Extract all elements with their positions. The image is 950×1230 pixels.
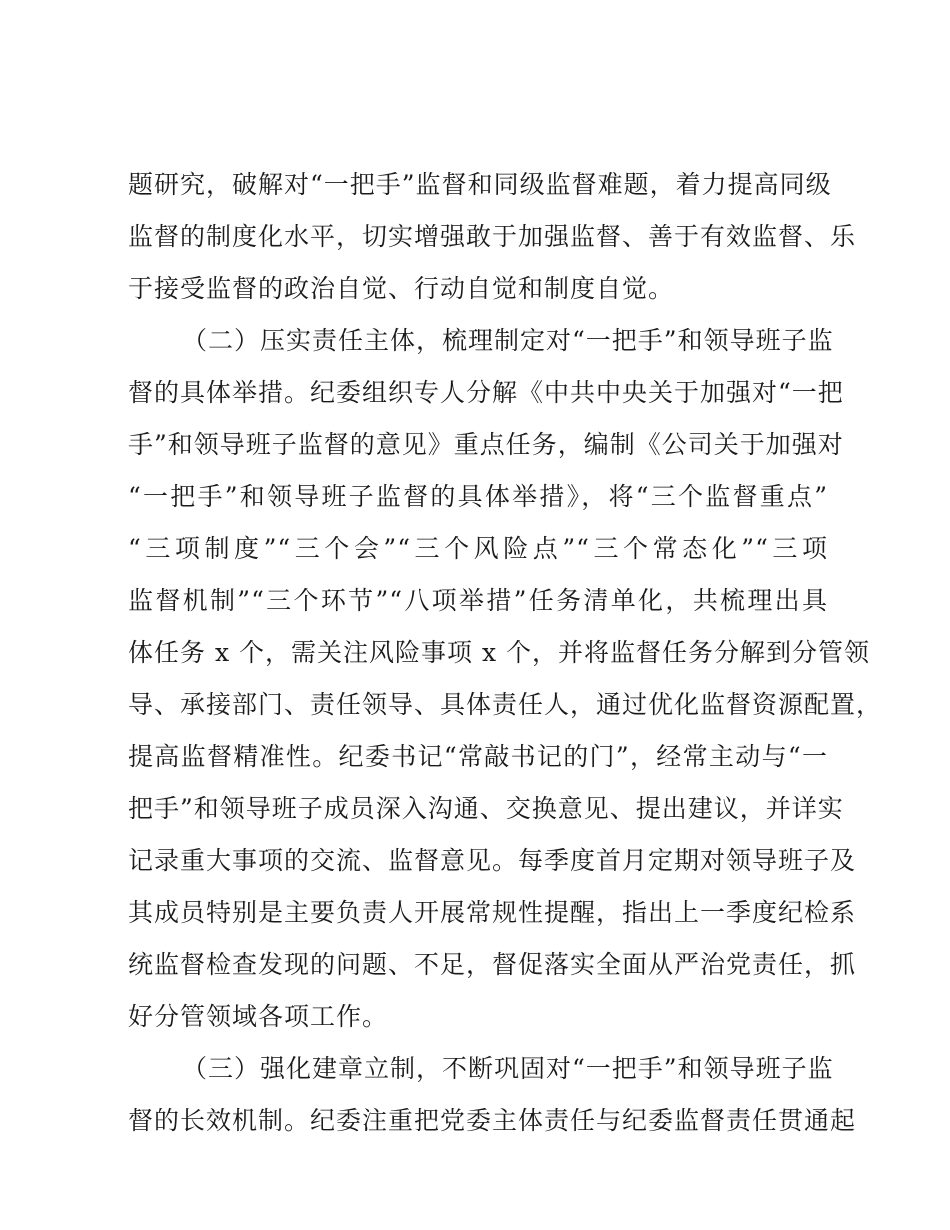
text-line: “三项制度”“三个会”“三个风险点”“三个常态化”“三项 (128, 534, 828, 563)
text-line: 导、承接部门、责任领导、具体责任人，通过优化监督资源配置， (128, 690, 883, 719)
text-line: 提高监督精准性。纪委书记“常敲书记的门”，经常主动与“一 (128, 742, 828, 771)
text-line: 题研究，破解对“一把手”监督和同级监督难题，着力提高同级 (128, 170, 832, 199)
text-line: 监督机制”“三个环节”“八项举措”任务清单化，共梳理出具 (128, 586, 828, 615)
text-line: 督的具体举措。纪委组织专人分解《中共中央关于加强对“一把 (128, 378, 844, 407)
text-line: 于接受监督的政治自觉、行动自觉和制度自觉。 (128, 274, 675, 303)
text-line: 其成员特别是主要负责人开展常规性提醒，指出上一季度纪检系 (128, 898, 857, 927)
text-line: 体任务 x 个，需关注风险事项 x 个，并将监督任务分解到分管领 (128, 638, 870, 667)
text-line: 监督的制度化水平，切实增强敢于加强监督、善于有效监督、乐 (128, 222, 857, 251)
text-line: 手”和领导班子监督的意见》重点任务，编制《公司关于加强对 (128, 430, 844, 459)
text-line: 把手”和领导班子成员深入沟通、交换意见、提出建议，并详实 (128, 794, 844, 823)
text-line: 好分管领域各项工作。 (128, 1002, 389, 1031)
text-line: 统监督检查发现的问题、不足，督促落实全面从严治党责任，抓 (128, 950, 857, 979)
text-line: 督的长效机制。纪委注重把党委主体责任与纪委监督责任贯通起 (128, 1106, 857, 1135)
section-heading-line: （三）强化建章立制，不断巩固对“一把手”和领导班子监 (182, 1054, 834, 1083)
section-heading-line: （二）压实责任主体，梳理制定对“一把手”和领导班子监 (182, 326, 834, 355)
text-line: 记录重大事项的交流、监督意见。每季度首月定期对领导班子及 (128, 846, 857, 875)
text-line: “一把手”和领导班子监督的具体举措》，将“三个监督重点” (128, 482, 828, 511)
